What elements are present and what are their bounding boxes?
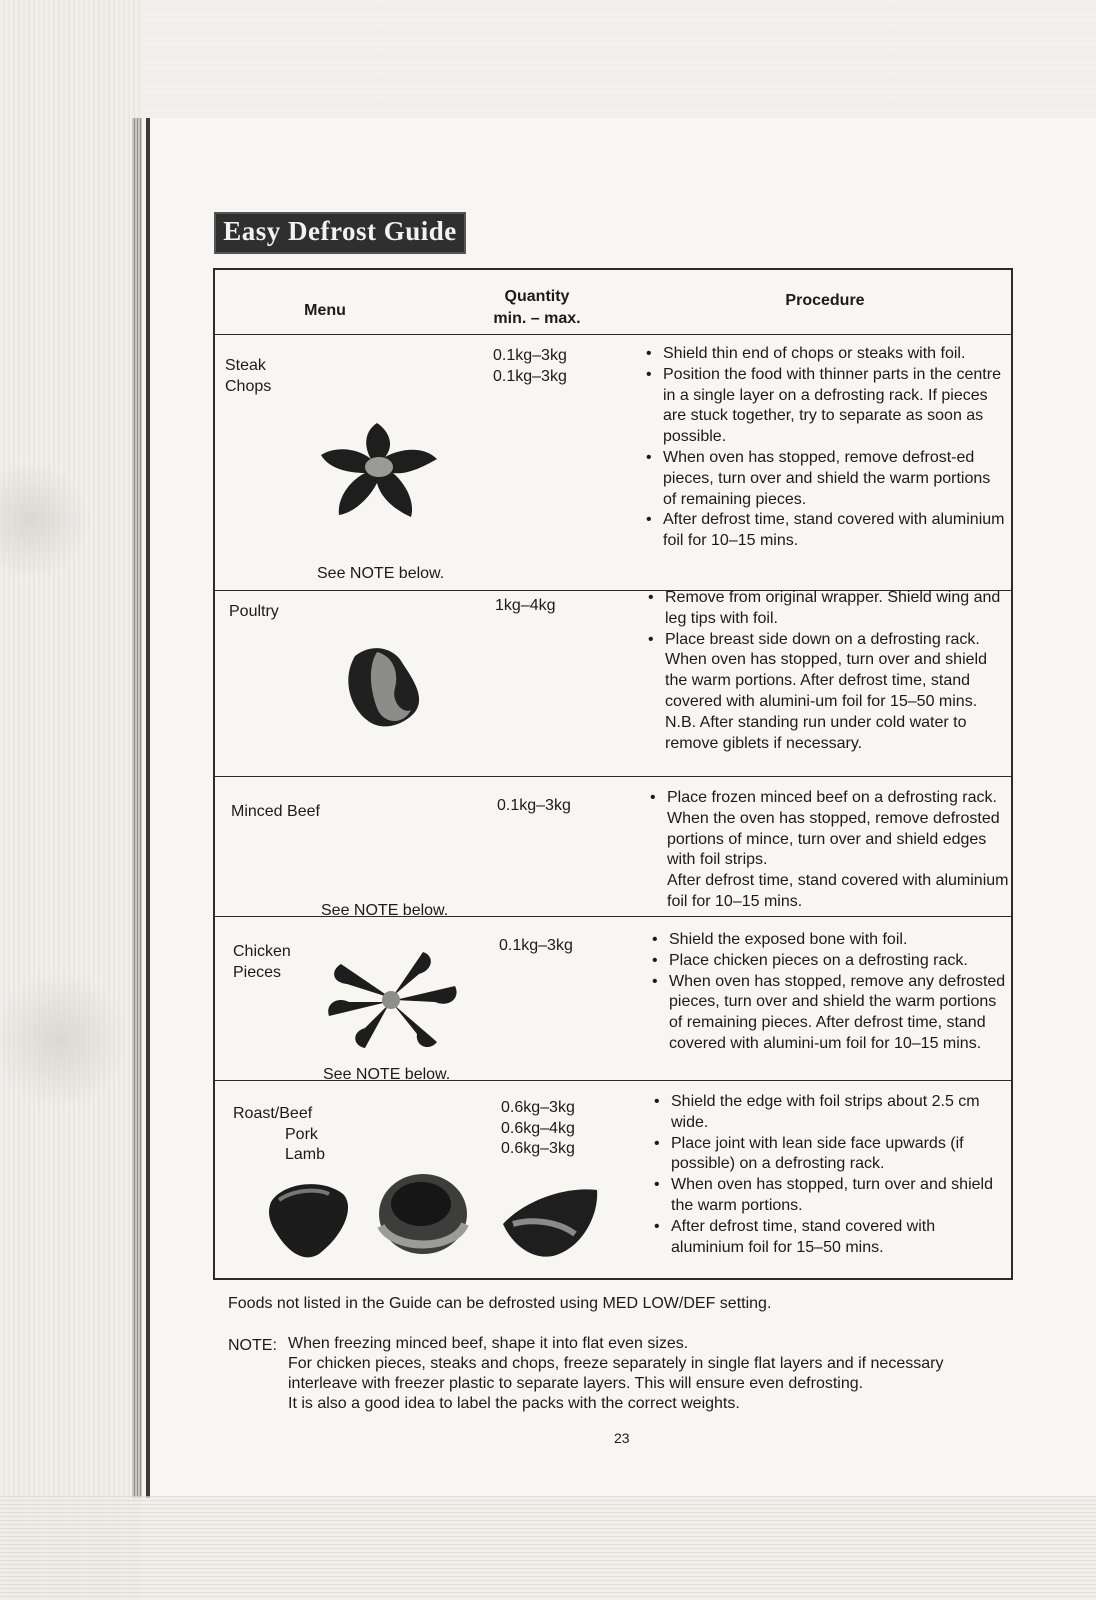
scan-margin-left: [0, 0, 140, 1600]
row-divider: [215, 1080, 1011, 1081]
guide-title: Easy Defrost Guide: [223, 216, 457, 246]
procedure-cell: [651, 930, 1009, 1055]
procedure-step: • Shield the exposed bone with foil.: [669, 930, 1009, 951]
procedure-step: N.B. After standing run under cold water to remove giblets if necessary.: [665, 713, 967, 752]
note-body: When freezing minced beef, shape it into flat even sizes. For chicken pieces, steaks and chops, freeze separately in single flat layers and if necessary interleave with freezer plastic to separate layers. This will ensure even defrosting. It is also a good idea to label the packs with the correct weights.: [288, 1335, 944, 1412]
procedure-step: • Position the food with thinner parts in the centre in a single layer on a defrosting rack. If pieces are stuck together, try to separate as soon as possible.: [663, 365, 1007, 448]
procedure-step: • Place breast side down on a defrosting rack. When oven has stopped, turn over and shield the warm portions. After defrost time, stand covered with alumini-um foil for 15–50 mins.: [665, 630, 1007, 713]
procedure-step: • When oven has stopped, turn over and shield the warm portions.: [671, 1175, 1009, 1217]
see-note-label: See NOTE below.: [321, 902, 449, 919]
quantity-cell: 0.1kg–3kg 0.1kg–3kg: [493, 347, 567, 385]
menu-cell: Roast/Beef Pork Lamb: [233, 1105, 326, 1163]
header-menu: Menu: [304, 302, 346, 319]
chicken-pieces-icon: [321, 946, 465, 1054]
page-binding-edge: [132, 118, 142, 1498]
poultry-icon: [333, 638, 433, 738]
procedure-step: • After defrost time, stand covered with aluminium foil for 15–50 mins.: [671, 1217, 1009, 1259]
star-shaped-steak-icon: [315, 415, 445, 525]
header-quantity: Quantity: [504, 288, 570, 305]
procedure-step: • When oven has stopped, remove defrost-ed pieces, turn over and shield the warm portions of remaining pieces.: [663, 448, 1007, 510]
row-divider: [215, 916, 1011, 917]
menu-cell: Chicken Pieces: [233, 943, 291, 981]
note-label: NOTE:: [228, 1337, 277, 1354]
procedure-step: • Place chicken pieces on a defrosting rack.: [669, 951, 1009, 972]
roast-joints-icon: [263, 1172, 603, 1264]
scan-margin-bottom: [0, 1496, 1096, 1600]
menu-cell: Steak Chops: [225, 357, 272, 395]
see-note-label: See NOTE below.: [323, 1066, 451, 1083]
procedure-step: • Shield thin end of chops or steaks with foil.: [663, 344, 1007, 365]
procedure-step: • Place joint with lean side face upwards (if possible) on a defrosting rack.: [671, 1134, 1009, 1176]
quantity-cell: 0.6kg–3kg 0.6kg–4kg 0.6kg–3kg: [501, 1099, 575, 1157]
defrost-guide-table: [213, 268, 1013, 1280]
procedure-cell: [647, 588, 1007, 754]
guide-title-banner: [214, 212, 466, 254]
menu-cell: Minced Beef: [231, 803, 320, 820]
row-divider: [215, 776, 1011, 777]
scan-margin-top: [140, 0, 1096, 118]
header-quantity-range: min. – max.: [493, 310, 581, 327]
procedure-cell: [653, 1092, 1009, 1258]
procedure-step: • Remove from original wrapper. Shield wing and leg tips with foil.: [665, 588, 1007, 630]
menu-cell: Poultry: [229, 603, 279, 620]
procedure-cell: [649, 788, 1009, 913]
see-note-label: See NOTE below.: [317, 565, 445, 582]
quantity-cell: 0.1kg–3kg: [497, 797, 571, 814]
procedure-step: • Place frozen minced beef on a defrosting rack. When the oven has stopped, remove defrosted portions of mince, turn over and shield edges with foil strips.: [667, 788, 1009, 871]
procedure-cell: [645, 344, 1007, 552]
procedure-step: After defrost time, stand covered with aluminium foil for 10–15 mins.: [667, 872, 1009, 910]
quantity-cell: 0.1kg–3kg: [499, 937, 573, 954]
foods-not-listed-text: Foods not listed in the Guide can be defrosted using MED LOW/DEF setting.: [228, 1295, 772, 1312]
procedure-step: • After defrost time, stand covered with aluminium foil for 10–15 mins.: [663, 510, 1007, 552]
page-number: 23: [614, 1430, 630, 1446]
header-procedure: Procedure: [785, 292, 865, 309]
procedure-step: • When oven has stopped, remove any defrosted pieces, turn over and shield the warm portions of remaining pieces. After defrost time, stand covered with alumini-um foil for 10–15 mins.: [669, 972, 1009, 1055]
header-divider: [215, 334, 1011, 335]
procedure-step: • Shield the edge with foil strips about 2.5 cm wide.: [671, 1092, 1009, 1134]
quantity-cell: 1kg–4kg: [495, 597, 556, 614]
